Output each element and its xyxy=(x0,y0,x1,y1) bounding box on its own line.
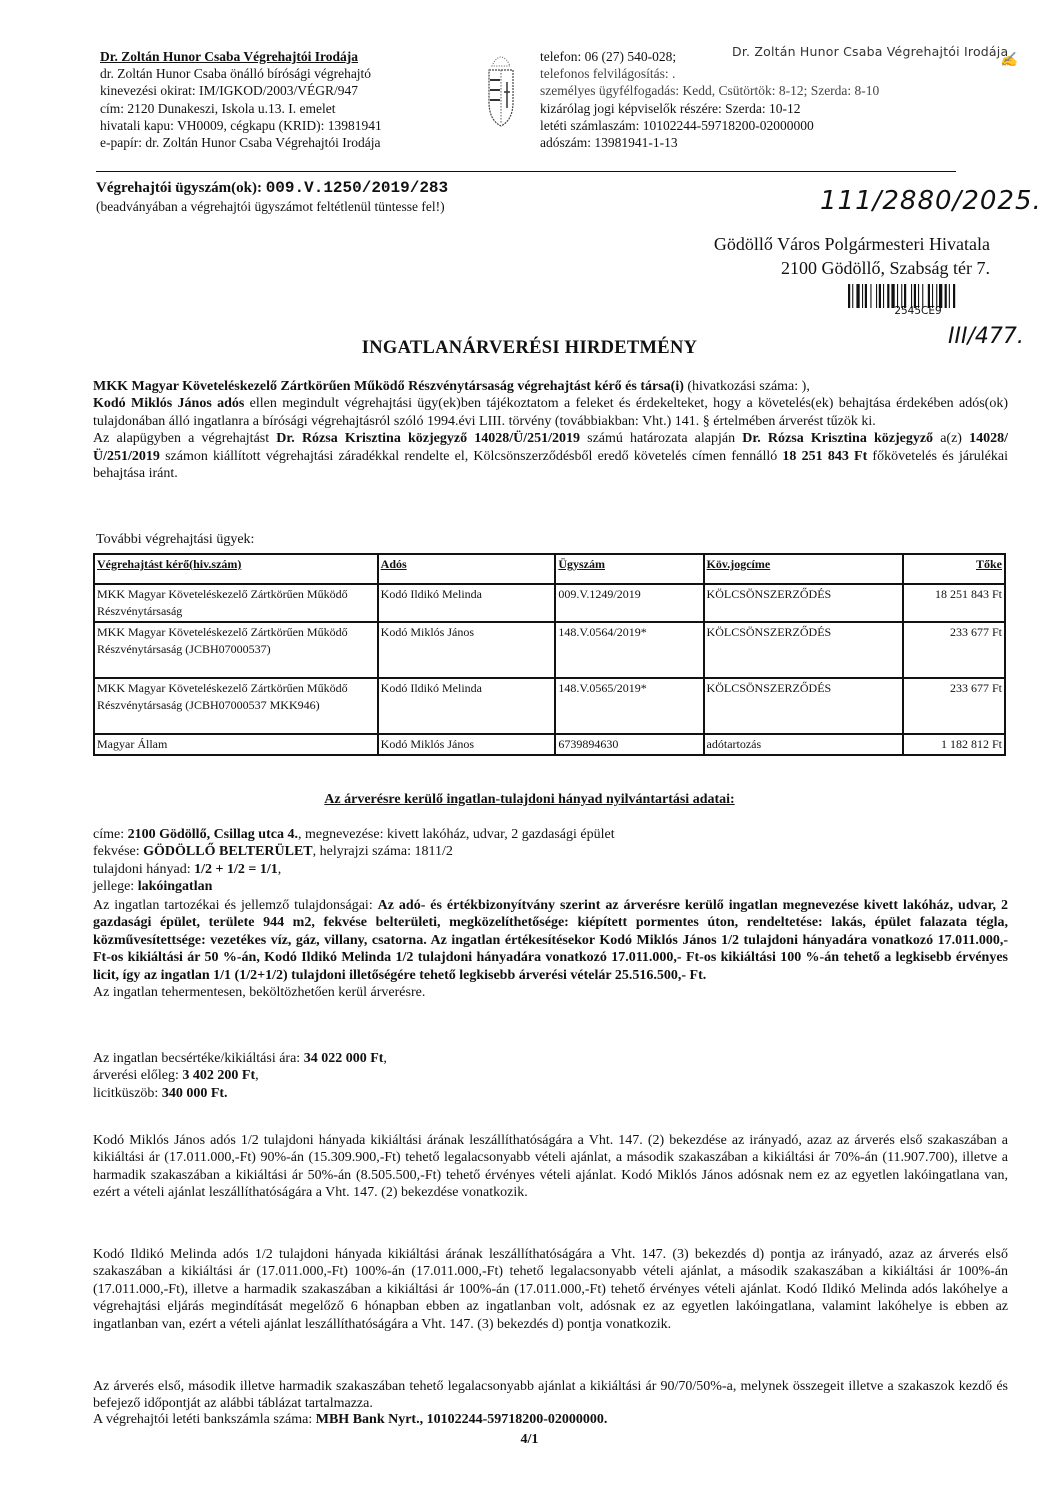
value: 2100 Gödöllő, Csillag utca 4. xyxy=(127,827,298,842)
estimated-value: Az ingatlan becsértéke/kikiáltási ára: 34 022 000 Ft, xyxy=(93,1051,387,1066)
basis-text: főkövetelés és járulékai behajtása iránt. xyxy=(93,448,1008,482)
lawyer-hours-line: kizárólag jogi képviselők részére: Szerda: 10-12 xyxy=(540,100,801,116)
stages-text: Az árverés első, második illetve harmadik szakaszában tehető legalacsonyabb ajánlat a kikiáltási ár 90/70/50%-a, melynek összegeit illetve a szakaszok kezdő és befejező időpontját az alábbi táblázat tartalmazza. xyxy=(93,1379,1008,1411)
cell-principal: 233 677 Ft xyxy=(903,622,1005,678)
ildiko-price-reduction: Kodó Ildikó Melinda adós 1/2 tulajdoni hányada kikiáltási árának leszállíthatóságára a Vht. 147. (3) bekezdés d) pontja az irányadó, azaz az árverés első szakaszában a kikiáltási ár (17.011.000,-Ft) 100%-án (17.011.000,-Ft) tehető legalacsonyabb vételi ajánlat, a második szakaszában a kikiáltási ár 100%-án (17.011.000,-Ft), illetve a harmadik szakaszában a kikiáltási ár 100%-án (17.011.000,-Ft) tehető érvényes vételi ajánlat. Kodó Ildikó Melinda adós lakóhelye a végrehajtási eljárás megindítását megelőző 6 hónapban ebben az ingatlanban volt, adósnak ez az egyetlen lakóingatlana, valamint lakóhelye is ebben az ingatlanban van, ezért a vételi ajánlat leszállíthatóságára a Vht. 147. (3) bekezdés d) pontja vonatkozik. xyxy=(93,1247,1008,1332)
cell-case-number: 148.V.0565/2019* xyxy=(555,678,703,734)
cell-principal: 233 677 Ft xyxy=(903,678,1005,734)
office-line: cím: 2120 Dunakeszi, Iskola u.13. I. emelet xyxy=(100,100,336,116)
table-row xyxy=(94,678,1005,734)
addressee-name: Gödöllő Város Polgármesteri Hivatala xyxy=(713,234,990,254)
cell-claim-basis: KÖLCSÖNSZERZŐDÉS xyxy=(704,584,904,622)
cell-creditor: MKK Magyar Követeléskezelő Zártkörűen Működő Részvénytársaság (JCBH07000537) xyxy=(94,622,378,678)
label: fekvése: xyxy=(93,844,144,860)
phone-line: telefon: 06 (27) 540-028; xyxy=(540,49,677,64)
office-hours-line: személyes ügyfélfogadás: Kedd, Csütörtök: 8-12; Szerda: 8-10 xyxy=(540,83,880,99)
cell-debtor: Kodó Ildikó Melinda xyxy=(378,678,556,734)
value: 34 022 000 Ft xyxy=(303,1051,384,1066)
table-header-row xyxy=(94,554,1005,584)
office-stamp: Dr. Zoltán Hunor Csaba Végrehajtói Irodája xyxy=(732,44,1009,59)
label: jellege: xyxy=(93,879,138,895)
office-line: kinevezési okirat: IM/IGKOD/2003/VÉGR/947 xyxy=(100,83,358,99)
text: , helyrajzi száma: 1811/2 xyxy=(312,844,453,860)
coat-of-arms-icon xyxy=(486,52,516,130)
deposit-account-line: letéti számlaszám: 10102244-59718200-02000000 xyxy=(540,117,814,133)
col-creditor: Végrehajtást kérő(hiv.szám) xyxy=(94,554,378,584)
case-number xyxy=(96,179,448,197)
property-characteristics xyxy=(93,897,1008,1001)
other-cases-caption: További végrehajtási ügyek: xyxy=(96,532,255,547)
cell-debtor: Kodó Ildikó Melinda xyxy=(378,584,556,622)
table-row xyxy=(94,584,1005,622)
label: címe: xyxy=(93,827,128,842)
case-number-note: (beadványában a végrehajtói ügyszámot feltétlenül tüntesse fel!) xyxy=(96,199,445,214)
intro-paragraph xyxy=(93,378,1008,482)
basis-text: Az alapügyben a végrehajtást xyxy=(93,431,277,447)
registry-heading: Az árverésre kerülő ingatlan-tulajdoni hányad nyilvántartási adatai: xyxy=(324,792,735,807)
handwritten-annotation: III/477. xyxy=(948,324,1024,349)
property-location xyxy=(93,843,615,860)
text: , megnevezése: kivett lakóház, udvar, 2 gazdasági épület xyxy=(297,827,615,842)
label: licitküszöb: xyxy=(93,1085,162,1101)
cell-creditor: MKK Magyar Követeléskezelő Zártkörűen Működő Részvénytársaság (JCBH07000537 MKK946) xyxy=(94,678,378,734)
basis-text: számú határozata alapján xyxy=(580,431,743,447)
creditor: MKK Magyar Követeléskezelő Zártkörűen Működő Részvénytársaság végrehajtást kérő és társa(i) xyxy=(93,379,684,394)
cell-principal: 18 251 843 Ft xyxy=(903,584,1005,622)
encumbrance-text: Az ingatlan tehermentesen, beköltözhetően kerül árverésre. xyxy=(93,985,426,1001)
text: , xyxy=(277,861,282,877)
col-claim-basis: Köv.jogcíme xyxy=(704,554,904,584)
document-title: INGATLANÁRVERÉSI HIRDETMÉNY xyxy=(361,338,698,358)
cell-case-number: 6739894630 xyxy=(555,734,703,755)
registry-data xyxy=(93,826,615,896)
basis-text: számon kiállított végrehajtási záradékkal rendelte el, Kölcsönszerződésből eredő követelés címen fennálló xyxy=(159,448,783,464)
principal-amount: 18 251 843 Ft xyxy=(782,448,868,464)
bank-label: A végrehajtói letéti bankszámla száma: xyxy=(93,1412,316,1427)
office-line: hivatali kapu: VH0009, cégkapu (KRID): 13981941 xyxy=(100,117,382,133)
bank-account: MBH Bank Nyrt., 10102244-59718200-02000000. xyxy=(315,1412,608,1427)
notary-decision: Dr. Rózsa Krisztina közjegyző 14028/Ü/251/2019 xyxy=(276,431,580,447)
case-number-label: Végrehajtói ügyszám(ok): xyxy=(96,180,262,196)
signature-mark: ✍ xyxy=(1000,53,1018,68)
miklos-price-reduction: Kodó Miklós János adós 1/2 tulajdoni hányada kikiáltási árának leszállíthatóságára a Vht. 147. (2) bekezdése az irányadó, azaz az árverés első szakaszában a kikiáltási ár (17.011.000,-Ft) 90%-án (15.309.900,-Ft) tehető legalacsonyabb vételi ajánlat, a második szakaszában a kikiáltási ár 70%-án (11.907.700), illetve a harmadik szakaszában a kikiáltási ár 50%-án (8.505.500,-Ft) tehető érvényes vételi ajánlat. Kodó Miklós János adósnak nem ez az egyetlen lakóingatlana van, ezért a vételi ajánlat leszállíthatóságára a Vht. 147. (2) bekezdése vonatkozik. xyxy=(93,1133,1008,1201)
property-address xyxy=(93,826,615,843)
cell-claim-basis: KÖLCSÖNSZERZŐDÉS xyxy=(704,678,904,734)
table-row xyxy=(94,734,1005,755)
col-debtor: Adós xyxy=(378,554,556,584)
label: árverési előleg: xyxy=(93,1068,183,1084)
cell-claim-basis: KÖLCSÖNSZERZŐDÉS xyxy=(704,622,904,678)
contact-info xyxy=(540,48,1020,151)
basis-text: a(z) xyxy=(933,431,970,447)
cell-principal: 1 182 812 Ft xyxy=(903,734,1005,755)
table-row xyxy=(94,622,1005,678)
intro-text: ellen megindult végrehajtási ügy(ek)ben tájékoztatom a feleket és érdekelteket, hogy a követelés(ek) behajtása érdekében adós(ok) tulajdonában álló ingatlanra a bírósági végrehajtásról szóló 1994.évi LIII. törvény (továbbiakban: Vht.) 141. § értelmében árverést tűzök ki. xyxy=(93,396,1008,429)
label: Az ingatlan becsértéke/kikiáltási ára: xyxy=(93,1051,304,1066)
barcode-code: 2545CE9 xyxy=(894,305,942,317)
office-line: dr. Zoltán Hunor Csaba önálló bírósági végrehajtó xyxy=(100,66,372,82)
reference-text: (hivatkozási száma: ), xyxy=(683,379,810,394)
office-name: Dr. Zoltán Hunor Csaba Végrehajtói Irodája xyxy=(100,49,359,64)
addressee-address: 2100 Gödöllő, Szabság tér 7. xyxy=(781,258,990,278)
cell-case-number: 148.V.0564/2019* xyxy=(555,622,703,678)
value: lakóingatlan xyxy=(137,879,213,895)
cell-creditor: Magyar Állam xyxy=(94,734,378,755)
cell-debtor: Kodó Miklós János xyxy=(378,622,556,678)
value: 1/2 + 1/2 = 1/1 xyxy=(194,861,278,877)
text: Az ingatlan tartozékai és jellemző tulajdonságai: xyxy=(93,898,378,913)
cell-case-number: 009.V.1249/2019 xyxy=(555,584,703,622)
col-principal: Tőke xyxy=(903,554,1005,584)
label: tulajdoni hányad: xyxy=(93,861,195,877)
bid-step xyxy=(93,1085,387,1102)
characteristics-bold: Az adó- és értékbizonyítvány szerint az árverésre kerülő ingatlan megnevezése kivett lakóház, udvar, 2 gazdasági épület, területe 944 m2, fekvése belterületi, megközelíthetősége: kiépített pormentes úton, rendeltetése: lakás, épület falazata tégla, közművesítettsége: vezetékes víz, gáz, villany, csatorna. Az ingatlan értékesítésekor Kodó Miklós János 1/2 tulajdoni hányadára vonatkozó 17.011.000,- Ft-os kikiáltási ár 50 %-án, Kodó Ildikó Melinda 1/2 tulajdoni hányadára vonatkozó 17.011.000,- Ft-os kikiáltási 100 %-án tehető a legkisebb érvényes licit, így az ingatlan 1/1 (1/2+1/2) tulajdoni illetőségére tehető legkisebb árverési vételár 25.516.500,- Ft. xyxy=(93,898,1008,983)
cell-debtor: Kodó Miklós János xyxy=(378,734,556,755)
other-cases-table xyxy=(93,553,1006,756)
cell-claim-basis: adótartozás xyxy=(704,734,904,755)
page-number: 4/1 xyxy=(520,1432,539,1447)
addressee xyxy=(640,232,990,280)
auction-stages xyxy=(93,1379,1008,1429)
debtor: Kodó Miklós János adós xyxy=(93,396,245,412)
tax-number-line: adószám: 13981941-1-13 xyxy=(540,135,678,151)
value: 340 000 Ft. xyxy=(161,1085,228,1101)
auction-deposit: árverési előleg: 3 402 200 Ft, xyxy=(93,1068,259,1084)
notary-number: 14028/Ü/251/2019 xyxy=(93,431,1008,464)
col-case-number: Ügyszám xyxy=(555,554,703,584)
property-share xyxy=(93,861,615,878)
value: GÖDÖLLŐ BELTERÜLET xyxy=(143,844,313,860)
handwritten-registration-number: 111/2880/2025. xyxy=(820,186,1042,216)
value: 3 402 200 Ft xyxy=(182,1068,256,1084)
header-divider xyxy=(96,171,956,172)
notary-name: Dr. Rózsa Krisztina közjegyző xyxy=(742,431,934,447)
office-header xyxy=(100,48,500,151)
property-type xyxy=(93,878,615,895)
cell-creditor: MKK Magyar Követeléskezelő Zártkörűen Működő Részvénytársaság xyxy=(94,584,378,622)
pricing xyxy=(93,1050,387,1102)
phone-info-line: telefonos felvilágosítás: . xyxy=(540,66,676,82)
office-line: e-papír: dr. Zoltán Hunor Csaba Végrehajtói Irodája xyxy=(100,135,381,151)
case-number-value: 009.V.1250/2019/283 xyxy=(265,179,449,197)
